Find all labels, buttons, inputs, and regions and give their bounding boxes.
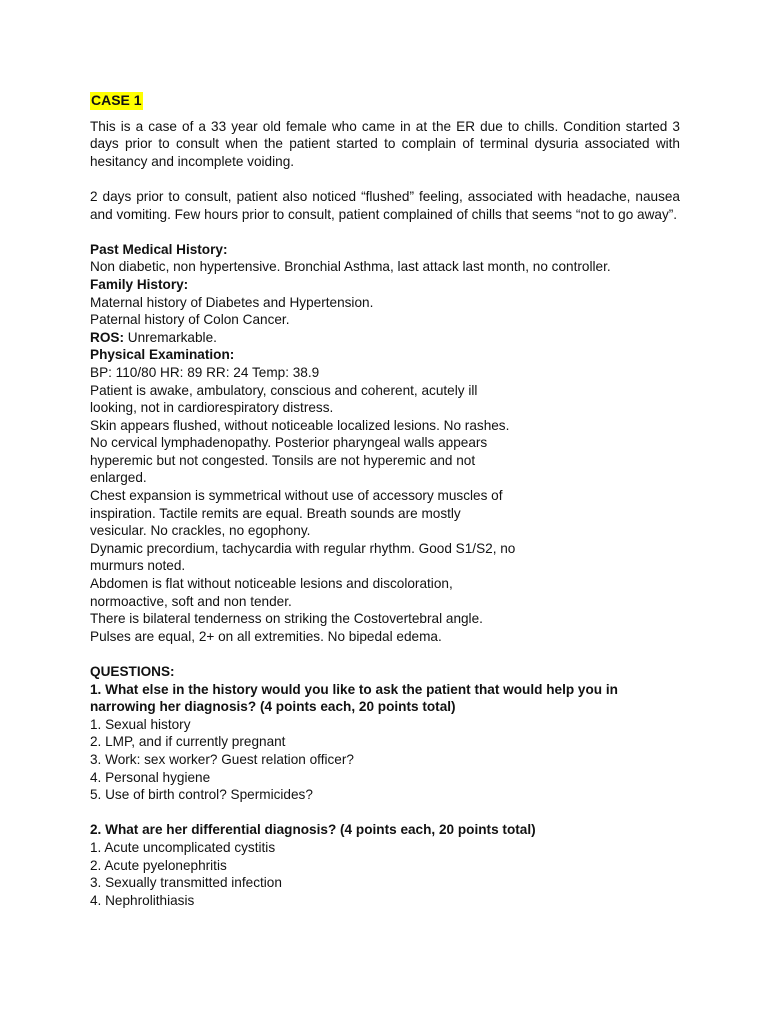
questions-heading: QUESTIONS: <box>90 664 175 679</box>
second-paragraph: 2 days prior to consult, patient also noticed “flushed” feeling, associated with headache, nausea and vomiting. Few hours prior to consult, patient complained of chills that seems “not to go away”. <box>90 188 680 222</box>
spacer <box>90 223 680 241</box>
pe-line: Abdomen is flat without noticeable lesions and discoloration, <box>90 576 453 592</box>
pe-line: inspiration. Tactile remits are equal. Breath sounds are mostly <box>90 505 461 521</box>
pe-line: Chest expansion is symmetrical without use of accessory muscles of <box>90 488 503 504</box>
question-1-answers <box>90 716 680 804</box>
case-title: CASE 1 <box>91 92 142 108</box>
document-page <box>90 92 680 909</box>
answer-item: 5. Use of birth control? Spermicides? <box>90 787 313 803</box>
spacer <box>90 804 680 822</box>
pe-line: vesicular. No crackles, no egophony. <box>90 523 311 539</box>
pe-line: BP: 110/80 HR: 89 RR: 24 Temp: 38.9 <box>90 364 320 380</box>
pe-line: looking, not in cardiorespiratory distress. <box>90 400 334 416</box>
pe-line: normoactive, soft and non tender. <box>90 593 292 609</box>
ros-value: Unremarkable. <box>123 329 217 345</box>
question-2-answers <box>90 839 680 909</box>
answer-item: 1. Acute uncomplicated cystitis <box>90 839 276 855</box>
answer-item: 2. LMP, and if currently pregnant <box>90 734 286 750</box>
family-history-line: Maternal history of Diabetes and Hypertension. <box>90 294 374 310</box>
spacer <box>90 170 680 188</box>
ros-line <box>90 329 680 347</box>
pe-line: There is bilateral tenderness on striking the Costovertebral angle. <box>90 611 483 627</box>
answer-item: 1. Sexual history <box>90 716 191 732</box>
intro-paragraph: This is a case of a 33 year old female who came in at the ER due to chills. Condition started 3 days prior to consult when the patient started to complain of terminal dysuria associated with hesitancy and incomplete voiding. <box>90 118 680 169</box>
answer-item: 4. Personal hygiene <box>90 769 211 785</box>
answer-item: 2. Acute pyelonephritis <box>90 857 227 873</box>
pe-line: Pulses are equal, 2+ on all extremities. No bipedal edema. <box>90 628 442 644</box>
spacer <box>90 645 680 663</box>
pe-line: hyperemic but not congested. Tonsils are not hyperemic and not <box>90 452 476 468</box>
question-1-line: narrowing her diagnosis? (4 points each, 20 points total) <box>90 699 456 715</box>
family-history-heading: Family History: <box>90 276 189 292</box>
ros-label: ROS: <box>90 329 124 345</box>
physical-examination-lines <box>90 364 680 646</box>
answer-item: 3. Sexually transmitted infection <box>90 875 282 891</box>
pe-line: enlarged. <box>90 470 147 486</box>
answer-item: 3. Work: sex worker? Guest relation officer? <box>90 751 354 767</box>
pe-line: Skin appears flushed, without noticeable localized lesions. No rashes. <box>90 417 510 433</box>
pe-line: murmurs noted. <box>90 558 186 574</box>
family-history-line: Paternal history of Colon Cancer. <box>90 312 290 328</box>
answer-item: 4. Nephrolithiasis <box>90 892 195 908</box>
past-medical-history-text: Non diabetic, non hypertensive. Bronchial Asthma, last attack last month, no controller. <box>90 259 611 275</box>
past-medical-history-heading: Past Medical History: <box>90 241 228 257</box>
question-2: 2. What are her differential diagnosis? (4 points each, 20 points total) <box>90 822 536 838</box>
pe-line: Patient is awake, ambulatory, conscious and coherent, acutely ill <box>90 382 478 398</box>
question-1-line: 1. What else in the history would you like to ask the patient that would help you in <box>90 681 618 697</box>
pe-line: Dynamic precordium, tachycardia with regular rhythm. Good S1/S2, no <box>90 540 516 556</box>
physical-examination-heading: Physical Examination: <box>90 347 235 363</box>
pe-line: No cervical lymphadenopathy. Posterior pharyngeal walls appears <box>90 435 488 451</box>
